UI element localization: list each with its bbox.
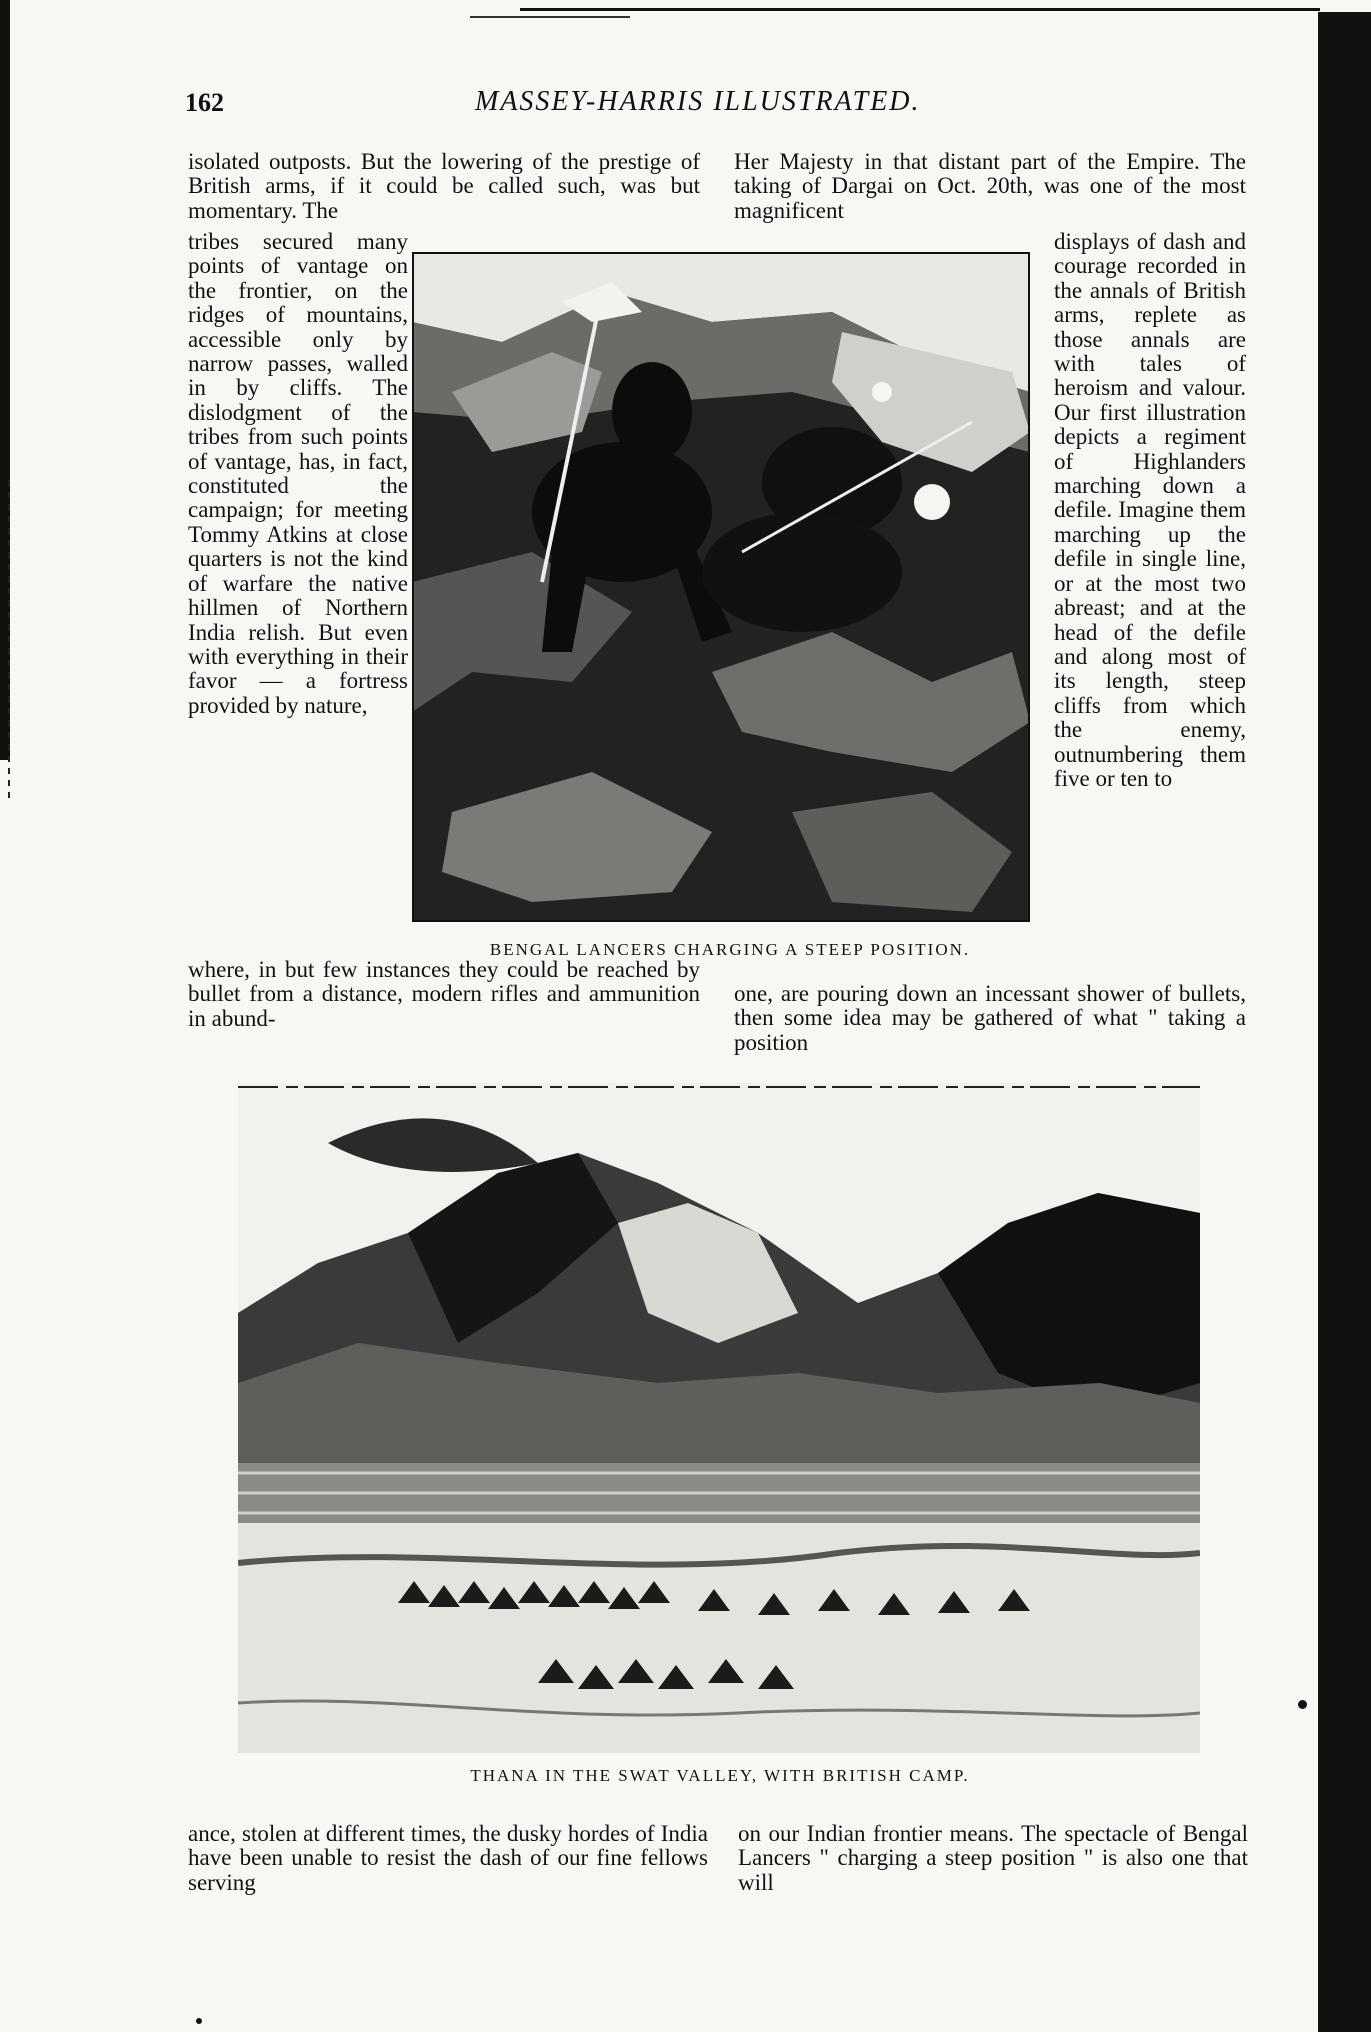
paragraph: tribes secured many points of vantage on the frontier, on the ridges of mountains, accessible only by narrow passes, walled in by cliffs. The dislodgment of the tribes from such points of vantage, has, in fact, constituted the campaign; for meeting Tommy Atkins at close quarters is not the kind of warfare the native hillmen of Northern India relish. But even with everything in their favor — a fortress provided by nature, [188, 229, 408, 718]
right-scan-edge [1318, 12, 1371, 2032]
text-column-left-wrap [188, 230, 408, 718]
paragraph: one, are pouring down an incessant shower of bullets, then some idea may be gathered of what " taking a position [734, 981, 1246, 1055]
top-rule-short [470, 16, 630, 18]
text-column-right-bottom [734, 982, 1246, 1055]
text-column-right-wrap [1054, 230, 1246, 791]
text-column-left-bottom [188, 958, 700, 1031]
illustration-bengal-lancers [412, 252, 1030, 922]
paragraph: ance, stolen at different times, the dusky hordes of India have been unable to resist the dash of our fine fellows serving [188, 1821, 708, 1895]
figure-caption: BENGAL LANCERS CHARGING A STEEP POSITION. [489, 940, 971, 959]
illustration-swat-valley [238, 1083, 1200, 1753]
text-column-left-lower [188, 1822, 708, 1895]
text-column-right-lower [738, 1822, 1248, 1895]
paragraph: Her Majesty in that distant part of the Empire. The taking of Dargai on Oct. 20th, was one of the most magnificent [734, 149, 1246, 223]
paragraph: on our Indian frontier means. The spectacle of Bengal Lancers " charging a steep position " is also one that will [738, 1821, 1248, 1895]
figure-caption: THANA IN THE SWAT VALLEY, WITH BRITISH CAMP. [470, 1766, 970, 1785]
left-scan-dashes [8, 480, 10, 800]
text-column-left-top [188, 150, 700, 223]
scan-speck [196, 2018, 202, 2024]
paragraph: where, in but few instances they could be reached by bullet from a distance, modern rifles and ammunition in abund- [188, 957, 700, 1031]
running-title: MASSEY-HARRIS ILLUSTRATED. [475, 86, 921, 117]
paragraph: isolated outposts. But the lowering of the prestige of British arms, if it could be called such, was but momentary. The [188, 149, 700, 223]
page-number: 162 [185, 88, 224, 117]
scan-speck [1298, 1700, 1307, 1709]
paragraph: displays of dash and courage recorded in the annals of British arms, replete as those annals are with tales of heroism and valour. Our first illustration depicts a regiment of Highlanders marching down a defile. Imagine them marching up the defile in single line, or at the most two abreast; and at the head of the defile and along most of its length, steep cliffs from which the enemy, outnumbering them five or ten to [1054, 229, 1246, 791]
top-rule [520, 8, 1320, 11]
text-column-right-top [734, 150, 1246, 223]
page-header [185, 82, 1245, 122]
